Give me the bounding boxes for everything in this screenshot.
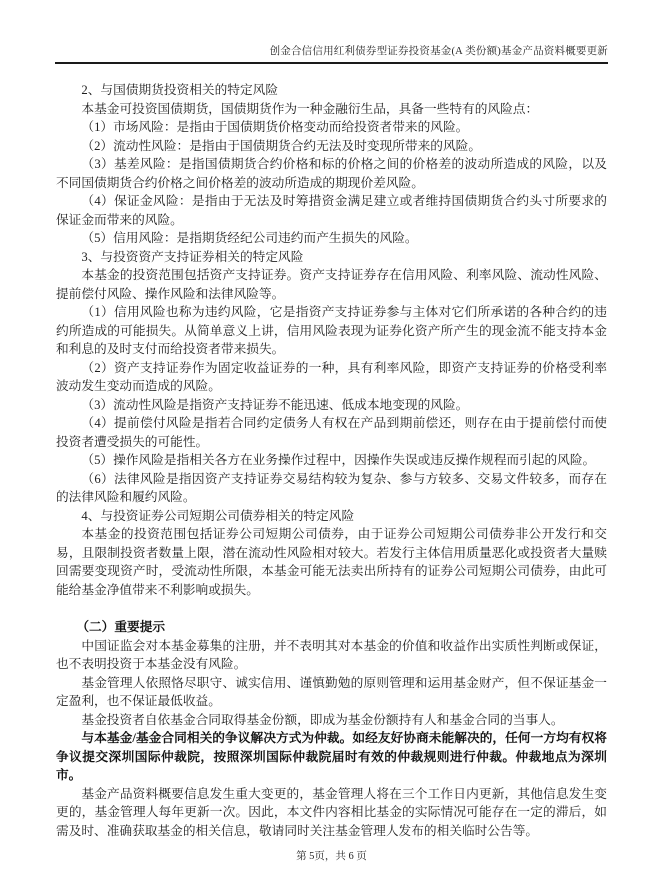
paragraph: （3）流动性风险是指资产支持证券不能迅速、低成本地变现的风险。	[81, 397, 469, 412]
paragraph: 2、与国债期货投资相关的特定风险	[81, 83, 279, 97]
page-header	[55, 0, 608, 64]
paragraph: （1）信用风险也称为违约风险，它是指资产支持证券参与主体对它们所承诺的各种合约的违约所造成的可能损失。从简单意义上讲，信用风险表现为证券化资产所产生的现金流不能支持本金和利息的及时支付而给投资者带来损失。	[56, 305, 607, 356]
paragraph: （6）法律风险是指因资产支持证券交易结构较为复杂、参与方较多、交易文件较多，而存在的法律风险和履约风险。	[56, 471, 607, 504]
document-title: 创金合信信用红利债券型证券投资基金(A 类份额)基金产品资料概要更新	[269, 46, 608, 57]
paragraph: 本基金的投资范围包括资产支持证券。资产支持证券存在信用风险、利率风险、流动性风险、提前偿付风险、操作风险和法律风险等。	[56, 268, 607, 301]
paragraph: （4）提前偿付风险是指若合同约定债务人有权在产品到期前偿还，则存在由于提前偿付而使投资者遭受损失的可能性。	[56, 416, 607, 449]
document-body	[56, 81, 607, 840]
paragraph: （5）操作风险是指相关各方在业务操作过程中，因操作失误或违反操作规程而引起的风险。	[81, 453, 596, 467]
paragraph: 与本基金/基金合同相关的争议解决方式为仲裁。如经友好协商未能解决的，任何一方均有权将争议提交深圳国际仲裁院，按照深圳国际仲裁院届时有效的仲裁规则进行仲裁。仲裁地点为深圳市。	[56, 731, 607, 782]
paragraph: （5）信用风险：是指期货经纪公司违约而产生损失的风险。	[81, 231, 418, 245]
paragraph: 4、与投资证券公司短期公司债券相关的特定风险	[81, 508, 355, 523]
paragraph: 基金管理人依照恪尽职守、诚实信用、谨慎勤勉的原则管理和运用基金财产，但不保证基金一定盈利，也不保证最低收益。	[56, 675, 607, 708]
paragraph: （4）保证金风险：是指由于无法及时筹措资金满足建立或者维持国债期货合约头寸所要求的保证金而带来的风险。	[56, 194, 607, 227]
page-footer	[0, 848, 663, 863]
paragraph: 3、与投资资产支持证券相关的特定风险	[81, 249, 304, 264]
paragraph: （1）市场风险：是指由于国债期货价格变动而给投资者带来的风险。	[81, 120, 469, 134]
paragraph: 本基金的投资范围包括证券公司短期公司债券，由于证券公司短期公司债券非公开发行和交易，且限制投资者数量上限，潜在流动性风险相对较大。若发行主体信用质量恶化或投资者大量赎回需要变现资产时，受流动性所限，本基金可能无法卖出所持有的证券公司短期公司债券，由此可能给基金净值带来不利影响或损失。	[56, 527, 607, 597]
paragraph: 本基金可投资国债期货，国债期货作为一种金融衍生品，具备一些特有的风险点：	[81, 101, 539, 116]
paragraph: 基金产品资料概要信息发生重大变更的，基金管理人将在三个工作日内更新，其他信息发生变更的，基金管理人每年更新一次。因此，本文件内容相比基金的实际情况可能存在一定的滞后，如需及时、准确获取基金的相关信息，敬请同时关注基金管理人发布的相关临时公告等。	[56, 786, 607, 838]
paragraph: （2）流动性风险：是指由于国债期货合约无法及时变现所带来的风险。	[81, 138, 482, 153]
paragraph: （3）基差风险：是指国债期货合约价格和标的价格之间的价格差的波动所造成的风险，以及不同国债期货合约价格之间价格差的波动所造成的期现价差风险。	[56, 157, 607, 190]
paragraph: （2）资产支持证券作为固定收益证券的一种，具有利率风险，即资产支持证券的价格受利率波动发生变动而造成的风险。	[56, 360, 607, 393]
page-number-label: 第 5页，共 6 页	[296, 851, 367, 862]
paragraph: 基金投资者自依基金合同取得基金份额，即成为基金份额持有人和基金合同的当事人。	[81, 712, 564, 727]
section-heading: （二）重要提示	[76, 620, 166, 634]
paragraph: 中国证监会对本基金募集的注册，并不表明其对本基金的价值和收益作出实质性判断或保证，也不表明投资于本基金没有风险。	[56, 638, 607, 671]
